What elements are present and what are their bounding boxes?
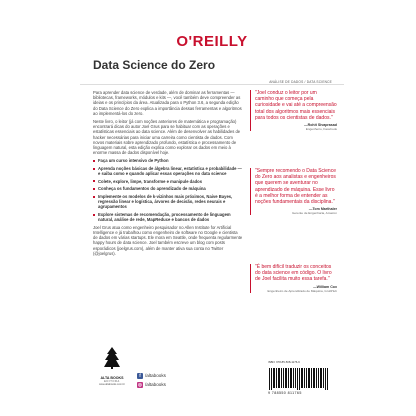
quote-role: Gerente de Engenharia, Amazon <box>291 211 337 216</box>
intro-paragraph-2: Neste livro, o leitor (já com noções anteriores de matemática e programação) encontrará dicas do autor Joel Grus para se habituar com as operações e estatísticas essenciais ao data science. Além de desenvolver as habilidades de hacker necessárias para iniciar uma carreira como cientista de dados. Com novos materiais sobre aprendizado profundo, estatística e processamento de linguagem natural, esta edição explica como explorar os dados em meio à enorme massa de dados disponível hoje. <box>93 119 241 156</box>
brand-name: ALTA BOOKS <box>100 376 124 380</box>
instagram-link[interactable] <box>137 380 166 389</box>
brand-subtitle: EDITORA <box>104 380 120 383</box>
instagram-icon: ◎ <box>138 381 142 387</box>
isbn-text: ISBN: 978-85-508-1176-6 <box>268 360 300 364</box>
testimonial-3 <box>250 264 337 293</box>
barcode <box>268 360 330 398</box>
barcode-digits: 9 788550 811765 <box>268 391 302 395</box>
book-title: Data Science do Zero <box>93 58 216 72</box>
back-cover <box>80 0 344 416</box>
facebook-link[interactable] <box>137 371 166 380</box>
quote-author: —Rohit Sivaprasad <box>304 123 337 128</box>
feature-item: Aprenda noções básicas de álgebra linear, estatística e probabilidade — e saiba como e quando aplicar essas operações no data science <box>93 166 243 176</box>
facebook-icon: f <box>137 373 143 379</box>
title-divider <box>80 84 344 85</box>
feature-item: Conheça os fundamentos do aprendizado de máquina <box>93 186 243 191</box>
quote-text: "É bem difícil traduzir os conceitos do data science em código. O livro de Joel facilita muito essa tarefa." <box>255 264 332 283</box>
quote-text: "Sempre recomendo o Data Science do Zero aos analistas e engenheiros que querem se aventurar no aprendizado de máquina. Esse livro é a melhor forma de entender as noções fundamentais da disciplina." <box>255 168 336 206</box>
quote-text: "Joel conduz o leitor por um caminho que começa pela curiosidade e vai até a compreensão total dos algoritmos mais essenciais para todos os cientistas de dados." <box>255 90 337 121</box>
quote-author: —Tom Marthaler <box>308 207 337 212</box>
quote-role: Engenheiro de Aprendizado de Máquina, GrubHub <box>267 288 337 293</box>
publisher-brand <box>93 346 131 386</box>
facebook-handle: /altabooks <box>145 373 166 378</box>
oreilly-logo: O'REILLY <box>176 33 248 50</box>
feature-item: Faça um curso intensivo de Python <box>93 158 243 163</box>
instagram-handle: /altabooks <box>145 382 166 387</box>
feature-item: Explore sistemas de recomendação, processamento de linguagem natural, análise de rede, MapReduce e bancos de dados <box>93 212 243 222</box>
brand-site: www.altabooks.com.br <box>99 383 125 386</box>
feature-item: Implemente os modelos de k-vizinhos mais próximos, Naive Bayes, regressão linear e logística, árvores de decisão, redes neurais e agrupamentos <box>93 194 243 210</box>
description-column <box>93 90 243 259</box>
testimonial-2 <box>250 168 337 215</box>
author-bio: Joel Grus atua como engenheiro pesquisador no Allen Institute for Artificial Intelligence e já trabalhou como engenheiro de software no Google e cientista de dados em várias startups. Ele mora em Seattle, onde frequenta regularmente happy hours de data science. Joel também escreve um blog com posts esporádicos (joelgrus.com), além de manter ativa sua conta no Twitter (@joelgrus). <box>93 224 243 256</box>
quote-author: —William Cox <box>313 284 337 289</box>
feature-list <box>93 158 243 222</box>
barcode-icon <box>268 368 330 390</box>
alta-books-logo-icon <box>103 346 121 370</box>
intro-paragraph-1: Para aprender data science de verdade, além de dominar as ferramentas — bibliotecas, frameworks, módulos e kits —, você também deve compreender as ideias e os princípios da área. Atualizada para o Python 3.6, a segunda edição do Data Science do Zero explica a importância dessas ferramentas e algoritmos ao implementá-los do zero. <box>93 90 242 116</box>
social-links <box>137 371 166 389</box>
feature-item: Colete, explore, limpe, transforme e manipule dados <box>93 179 243 184</box>
quote-role: Engenheiro, Facebook <box>305 127 337 132</box>
subject-label: ANÁLISE DE DADOS / DATA SCIENCE <box>269 80 332 84</box>
testimonial-1 <box>250 90 337 131</box>
